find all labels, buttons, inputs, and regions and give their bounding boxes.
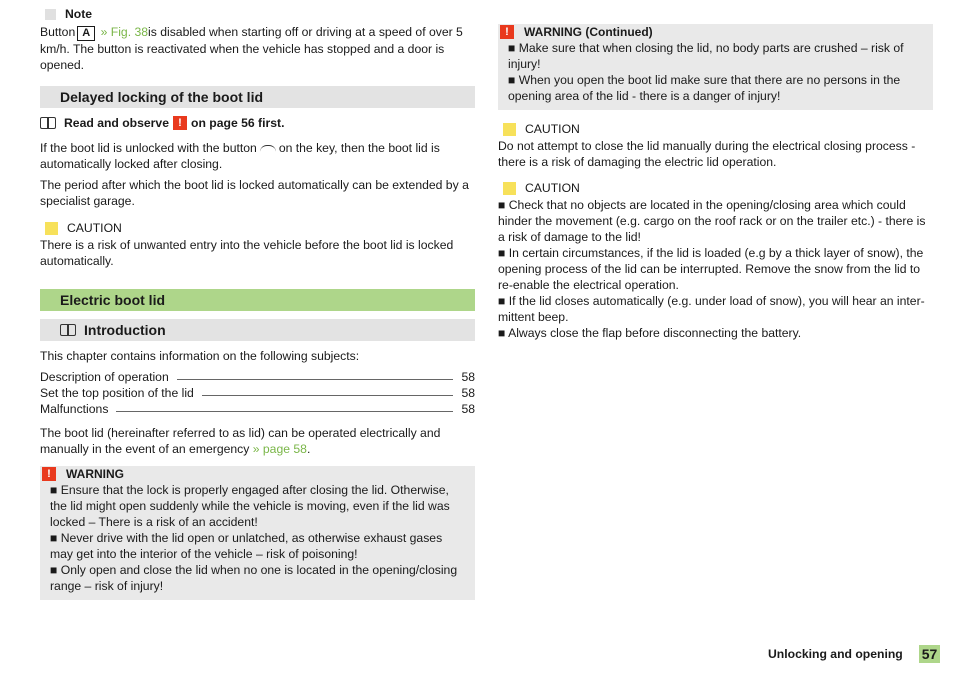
warning-item: ■ Never drive with the lid open or unlatched, as otherwise exhaust gases may get into the interior of the vehicle – risk of poisoning! — [50, 531, 443, 561]
warning-icon: ! — [42, 467, 56, 481]
caution-icon — [503, 123, 516, 136]
read-observe-line: Read and observe ! on page 56 first. — [40, 114, 475, 132]
section-heading-delayed: Delayed locking of the boot lid — [40, 86, 475, 108]
delayed-paragraph-2: The period after which the boot lid is locked automatically can be extended by a specialist garage. — [40, 178, 469, 208]
fig-link[interactable]: » Fig. 38 — [100, 25, 149, 39]
toc-item[interactable]: Description of operation 58 — [40, 370, 475, 384]
unlock-key-icon — [260, 145, 276, 152]
caution-header: CAUTION — [498, 179, 933, 197]
warning-header: ! WARNING — [40, 466, 475, 482]
footer-section-title: Unlocking and opening — [768, 647, 903, 661]
warning-box — [40, 466, 475, 600]
toc-item[interactable]: Set the top position of the lid 58 — [40, 386, 475, 400]
warning-item: ■ Ensure that the lock is properly engaged after closing the lid. Otherwise, the lid might open suddenly while the vehicle is moving, even if the lid was locked – There is a risk of an accident! — [50, 483, 450, 529]
note-icon — [45, 9, 56, 20]
caution-item: ■ Check that no objects are located in the opening/closing area which could hinder the movement (e.g. cargo on the roof rack or on the trailer etc.) - there is a risk of damage to the lid! — [498, 198, 926, 244]
note-text: Button A » Fig. 38is disabled when starting off or driving at a speed of over 5 km/h. The button is reactivated when the vehicle has stopped and a door is opened. — [40, 25, 463, 72]
delayed-paragraph-1: If the boot lid is unlocked with the button on the key, then the boot lid is automatically locked after closing. — [40, 141, 440, 171]
warning-body — [40, 482, 475, 600]
warning-continued-box — [498, 24, 933, 110]
book-icon — [40, 117, 56, 129]
warning-icon: ! — [173, 116, 187, 130]
warning-continued-body — [498, 40, 933, 110]
warning-item: ■ When you open the boot lid make sure that there are no persons in the opening area of the lid - there is a danger of injury! — [508, 73, 901, 103]
caution-item: ■ In certain circumstances, if the lid is loaded (e.g by a thick layer of snow), the opening process of the lid can be interrupted. Remove the snow from the lid to re-enable the electrical operation. — [498, 246, 924, 292]
toc-list — [40, 368, 475, 416]
electric-body: The boot lid (hereinafter referred to as lid) can be operated electrically and manually in the event of an emergency » page 58. — [40, 426, 441, 456]
intro-heading: Introduction — [40, 319, 475, 341]
note-header — [40, 4, 475, 24]
left-column — [40, 0, 475, 600]
toc-item[interactable]: Malfunctions 58 — [40, 402, 475, 416]
caution-icon — [45, 222, 58, 235]
page-footer — [768, 645, 940, 663]
right-column — [498, 0, 933, 341]
page-link[interactable]: » page 58 — [252, 442, 307, 456]
key-a-label: A — [77, 26, 95, 41]
page-number: 57 — [919, 645, 941, 663]
note-title: Note — [65, 7, 93, 21]
caution-item: ■ If the lid closes automatically (e.g. under load of snow), you will hear an inter-mittent beep. — [498, 294, 925, 324]
caution-header: CAUTION — [498, 120, 933, 138]
section-heading-electric: Electric boot lid — [40, 289, 475, 311]
caution-text: Do not attempt to close the lid manually during the electrical closing process - there is a risk of damaging the electric lid operation. — [498, 139, 916, 169]
caution-icon — [503, 182, 516, 195]
caution-item: ■ Always close the flap before disconnecting the battery. — [498, 326, 802, 340]
intro-text: This chapter contains information on the following subjects: — [40, 349, 360, 363]
warning-item: ■ Make sure that when closing the lid, no body parts are crushed – risk of injury! — [508, 41, 904, 71]
caution-header: CAUTION — [40, 219, 475, 237]
caution-text: There is a risk of unwanted entry into the vehicle before the boot lid is locked automatically. — [40, 238, 454, 268]
book-icon — [60, 324, 76, 336]
warning-item: ■ Only open and close the lid when no one is located in the opening/closing range – risk of injury! — [50, 563, 458, 593]
warning-icon: ! — [500, 25, 514, 39]
warning-continued-header: ! WARNING (Continued) — [498, 24, 933, 40]
